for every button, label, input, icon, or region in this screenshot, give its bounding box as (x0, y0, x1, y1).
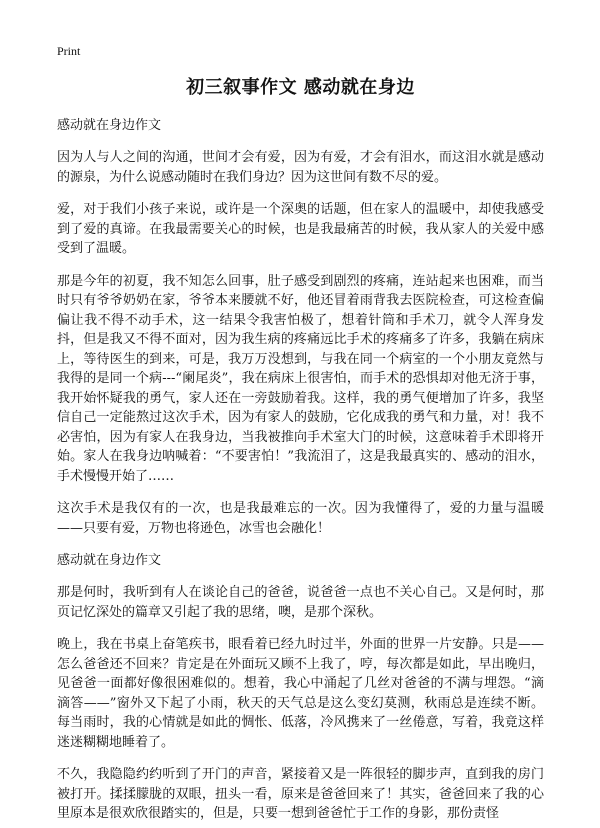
paragraph: 因为人与人之间的沟通，世间才会有爱，因为有爱，才会有泪水，而这泪水就是感动的源泉，为什么说感动随时在我们身边？因为这世间有数不尽的爱。 (57, 150, 544, 185)
paragraph: 晚上，我在书桌上奋笔疾书，眼看着已经九时过半，外面的世界一片安静。只是——怎么爸爸还不回来？肯定是在外面玩又顾不上我了，哼，每次都是如此，早出晚归，见爸爸一面都好像很困难似的。想着，我心中涌起了几丝对爸爸的不满与埋怨。“滴滴答——”窗外又下起了小雨，秋天的天气总是这么变幻莫测，秋雨总是连续不断。每当雨时，我的心情就是如此的惆怅、低落，冷风携来了一丝倦意，写着，我竟这样迷迷糊糊地睡着了。 (57, 637, 544, 750)
print-link[interactable]: Print (57, 44, 81, 58)
paragraph: 这次手术是我仅有的一次，也是我最难忘的一次。因为我懂得了，爱的力量与温暖——只要有爱，万物也将逊色，冰雪也会融化！ (57, 501, 544, 536)
paragraph: 那是何时，我听到有人在谈论自己的爸爸，说爸爸一点也不关心自己。又是何时，那页记忆深处的篇章又引起了我的思绪，噢，是那个深秋。 (57, 585, 544, 620)
document-title: 初三叙事作文 感动就在身边 (186, 77, 415, 98)
paragraph: 爱，对于我们小孩子来说，或许是一个深奥的话题，但在家人的温暖中，却使我感受到了爱的真谛。在我最需要关心的时候，也是我最痛苦的时候，我从家人的关爱中感受到了温暖。 (57, 202, 544, 256)
paragraph: 那是今年的初夏，我不知怎么回事，肚子感受到剧烈的疼痛，连站起来也困难，而当时只有爷爷奶奶在家，爷爷本来腰就不好，他还冒着雨背我去医院检查，可这检查偏偏让我不得不动手术，这一结果令我害怕极了，想着针筒和手术刀，就令人浑身发抖，但是我又不得不面对，因为我生病的疼痛远比手术的疼痛多了许多，我躺在病床上，等待医生的到来，可是，我万万没想到，与我在同一个病室的一个小朋友竟然与我得的是同一个病---“阑尾炎”，我在病床上很害怕，而手术的恐惧却对他无济于事，我开始怀疑我的勇气，家人还在一旁鼓励着我。这样，我的勇气便增加了许多，我坚信自己一定能熬过这次手术，因为有家人的鼓励，它化成我的勇气和力量，对！我不必害怕，因为有家人在我身边，当我被推向手术室大门的时候，这意味着手术即将开始。家人在我身边呐喊着：“不要害怕！”我流泪了，这是我最真实的、感动的泪水，手术慢慢开始了…… (57, 273, 544, 484)
paragraph: 不久，我隐隐约约听到了开门的声音，紧接着又是一阵很轻的脚步声，直到我的房门被打开。揉揉朦胧的双眼，扭头一看，原来是爸爸回来了！其实，爸爸回来了我的心里原本是很欢欣很踏实的，但是，只要一想到爸爸忙于工作的身影，那份责怪 (57, 767, 544, 821)
section-heading: 感动就在身边作文 (57, 118, 162, 133)
section-heading: 感动就在身边作文 (57, 553, 162, 568)
